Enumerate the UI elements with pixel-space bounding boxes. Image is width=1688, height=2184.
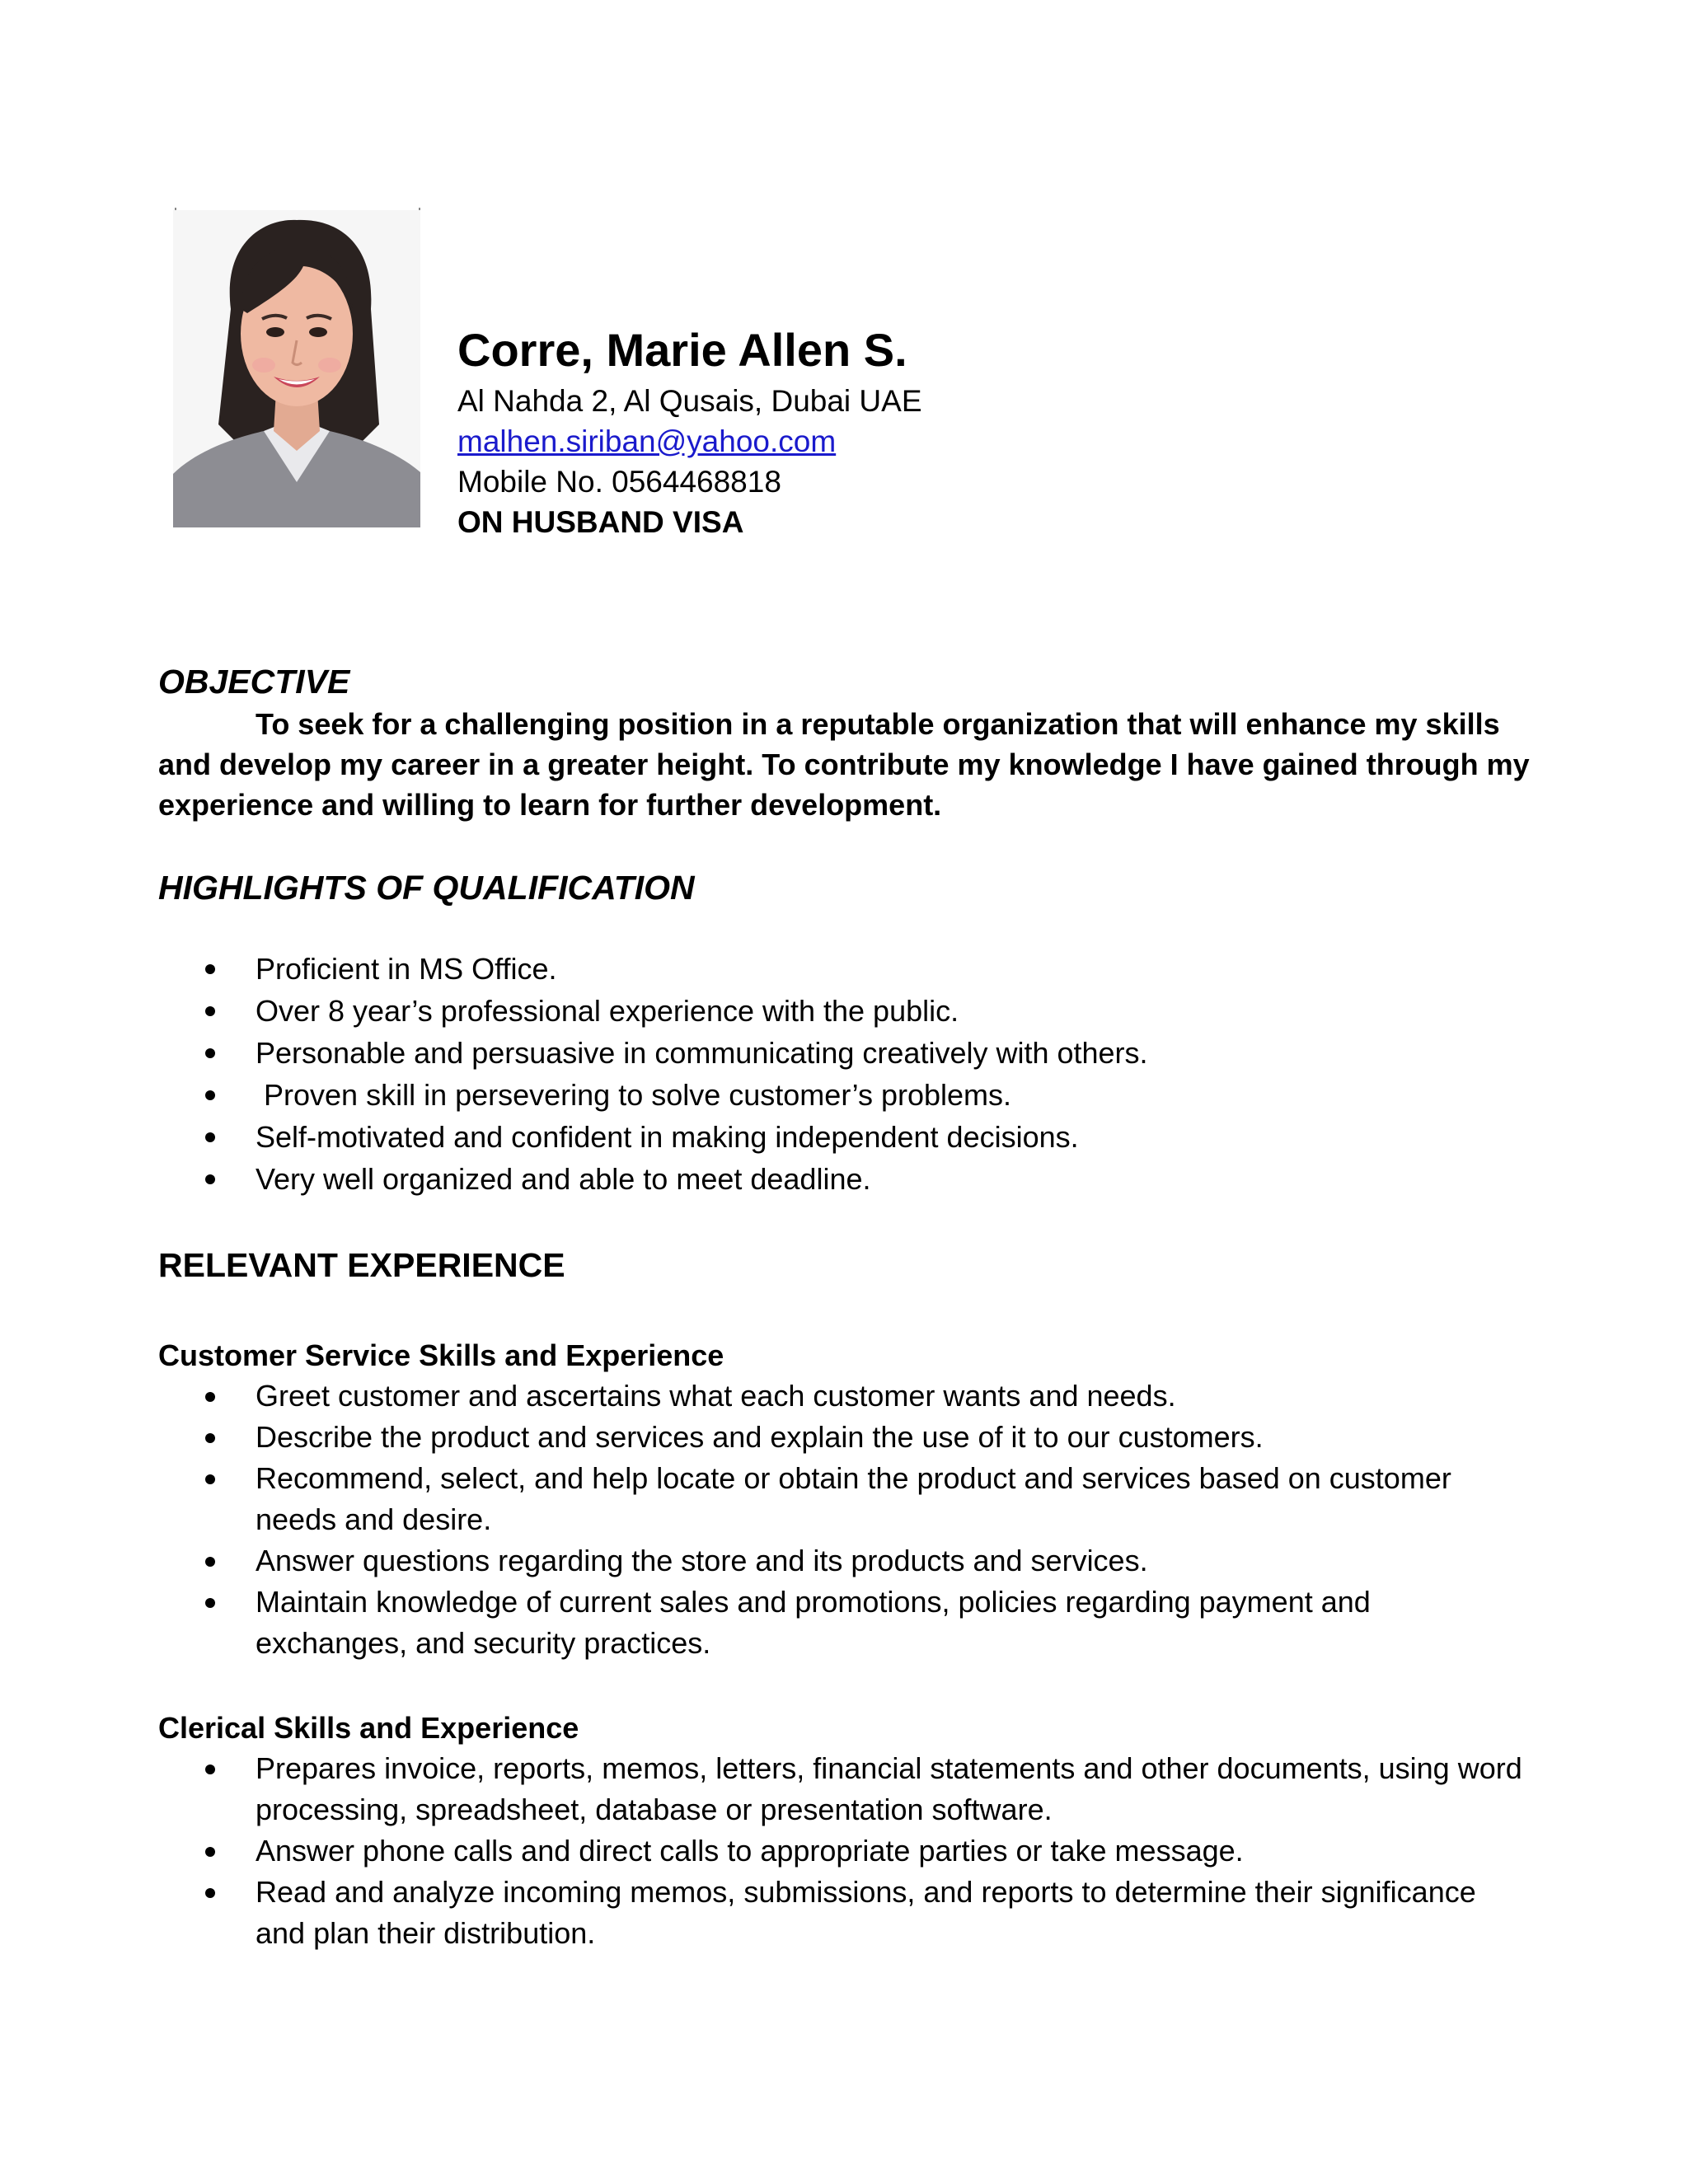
email-link[interactable]: malhen.siriban@yahoo.com xyxy=(457,424,837,458)
email-line xyxy=(457,421,1529,462)
bullet-icon xyxy=(205,1174,215,1184)
candidate-name: Corre, Marie Allen S. xyxy=(457,324,907,376)
list-item: Describe the product and services and explain the use of it to our customers. xyxy=(158,1417,1485,1458)
profile-photo xyxy=(173,210,420,527)
clerical-title: Clerical Skills and Experience xyxy=(158,1711,579,1745)
bullet-icon xyxy=(205,1557,215,1567)
bullet-icon xyxy=(205,1006,215,1016)
profile-photo-image xyxy=(173,210,420,527)
customer-service-title: Customer Service Skills and Experience xyxy=(158,1338,724,1372)
experience-title: RELEVANT EXPERIENCE xyxy=(158,1246,565,1284)
clerical-block xyxy=(158,1708,1543,1954)
list-item: Greet customer and ascertains what each customer wants and needs. xyxy=(158,1376,1485,1417)
bullet-icon xyxy=(205,1090,215,1100)
list-item: Self-motivated and confident in making independent decisions. xyxy=(158,1116,1543,1158)
mobile-number: Mobile No. 0564468818 xyxy=(457,465,781,499)
list-item: Proven skill in persevering to solve customer’s problems. xyxy=(158,1074,1543,1116)
list-item: Over 8 year’s professional experience with the public. xyxy=(158,990,1543,1032)
bullet-icon xyxy=(205,1765,215,1774)
bullet-icon xyxy=(205,1132,215,1142)
list-item: Very well organized and able to meet deadline. xyxy=(158,1158,1543,1200)
list-item: Recommend, select, and help locate or obtain the product and services based on customer needs and desire. xyxy=(158,1458,1485,1540)
bullet-icon xyxy=(205,1847,215,1857)
list-item: Proficient in MS Office. xyxy=(158,948,1543,990)
bullet-icon xyxy=(205,1392,215,1402)
contact-header xyxy=(457,320,1529,542)
bullet-icon xyxy=(205,964,215,974)
bullet-icon xyxy=(205,1474,215,1484)
objective-title: OBJECTIVE xyxy=(158,663,350,701)
list-item: Answer questions regarding the store and its products and services. xyxy=(158,1540,1485,1582)
bullet-icon xyxy=(205,1048,215,1058)
address: Al Nahda 2, Al Qusais, Dubai UAE xyxy=(457,384,922,418)
objective-text: To seek for a challenging position in a reputable organization that will enhance my skills and develop my career in a greater height. To contribute my knowledge I have gained through my experience and willing to learn for further development. xyxy=(158,707,1530,822)
bullet-icon xyxy=(205,1433,215,1443)
list-item: Personable and persuasive in communicating creatively with others. xyxy=(158,1032,1543,1074)
highlights-section xyxy=(158,865,1543,910)
highlights-list xyxy=(158,948,1543,1200)
highlights-title: HIGHLIGHTS OF QUALIFICATION xyxy=(158,869,695,907)
experience-section xyxy=(158,1243,1543,1287)
bullet-icon xyxy=(205,1888,215,1898)
objective-section xyxy=(158,659,1543,825)
highlights-list-wrap xyxy=(158,948,1543,1200)
clerical-list xyxy=(158,1748,1526,1954)
list-item: Prepares invoice, reports, memos, letters, financial statements and other documents, using word processing, spreadsheet, database or presentation software. xyxy=(158,1748,1526,1830)
customer-service-block xyxy=(158,1335,1543,1664)
list-item: Maintain knowledge of current sales and promotions, policies regarding payment and exchanges, and security practices. xyxy=(158,1582,1485,1664)
list-item: Answer phone calls and direct calls to appropriate parties or take message. xyxy=(158,1830,1526,1872)
customer-service-list xyxy=(158,1376,1485,1664)
list-item: Read and analyze incoming memos, submissions, and reports to determine their significance and plan their distribution. xyxy=(158,1872,1526,1954)
bullet-icon xyxy=(205,1598,215,1608)
visa-status: ON HUSBAND VISA xyxy=(457,505,744,539)
